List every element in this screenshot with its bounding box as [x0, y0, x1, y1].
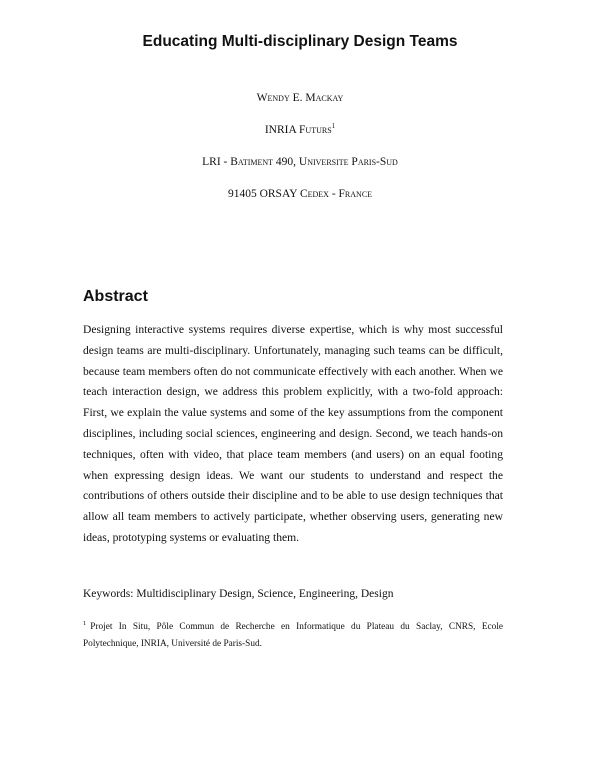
author-name: Wendy E. Mackay [256, 92, 344, 104]
author-address: LRI - Batiment 490, Universite Paris-Sud [202, 156, 398, 168]
footnote [83, 619, 503, 653]
affiliation-footnote-marker: 1 [331, 122, 336, 131]
author-city: 91405 ORSAY Cedex - France [227, 188, 373, 200]
paper-title: Educating Multi-disciplinary Design Teams [142, 33, 458, 50]
footnote-text: Projet In Situ, Pôle Commun de Recherche en Informatique du Plateau du Saclay, CNRS, Ecole Polytechnique, INRIA, Université de Paris-Sud. [83, 622, 503, 649]
author-affiliation [0, 124, 600, 136]
abstract-body: Designing interactive systems requires diverse expertise, which is why most successful design teams are multi-disciplinary. Unfortunately, managing such teams can be difficult, because team members often do not communicate effectively with each another. When we teach interaction design, we address this problem explicitly, with a two-fold approach: First, we explain the value systems and some of the key assumptions from the component disciplines, including social sciences, engineering and design. Second, we teach hands-on techniques, often with video, that place team members (and users) on an equal footing when expressing design ideas. We want our students to understand and respect the contributions of others outside their discipline and to be able to use design techniques that allow all team members to actively participate, whether observing users, generating new ideas, prototyping systems or evaluating them. [83, 323, 503, 544]
affiliation-text: INRIA Futurs [264, 124, 332, 136]
keywords-line: Keywords: Multidisciplinary Design, Science, Engineering, Design [83, 588, 394, 600]
abstract-heading: Abstract [83, 288, 148, 305]
footnote-marker: 1 [83, 619, 87, 627]
